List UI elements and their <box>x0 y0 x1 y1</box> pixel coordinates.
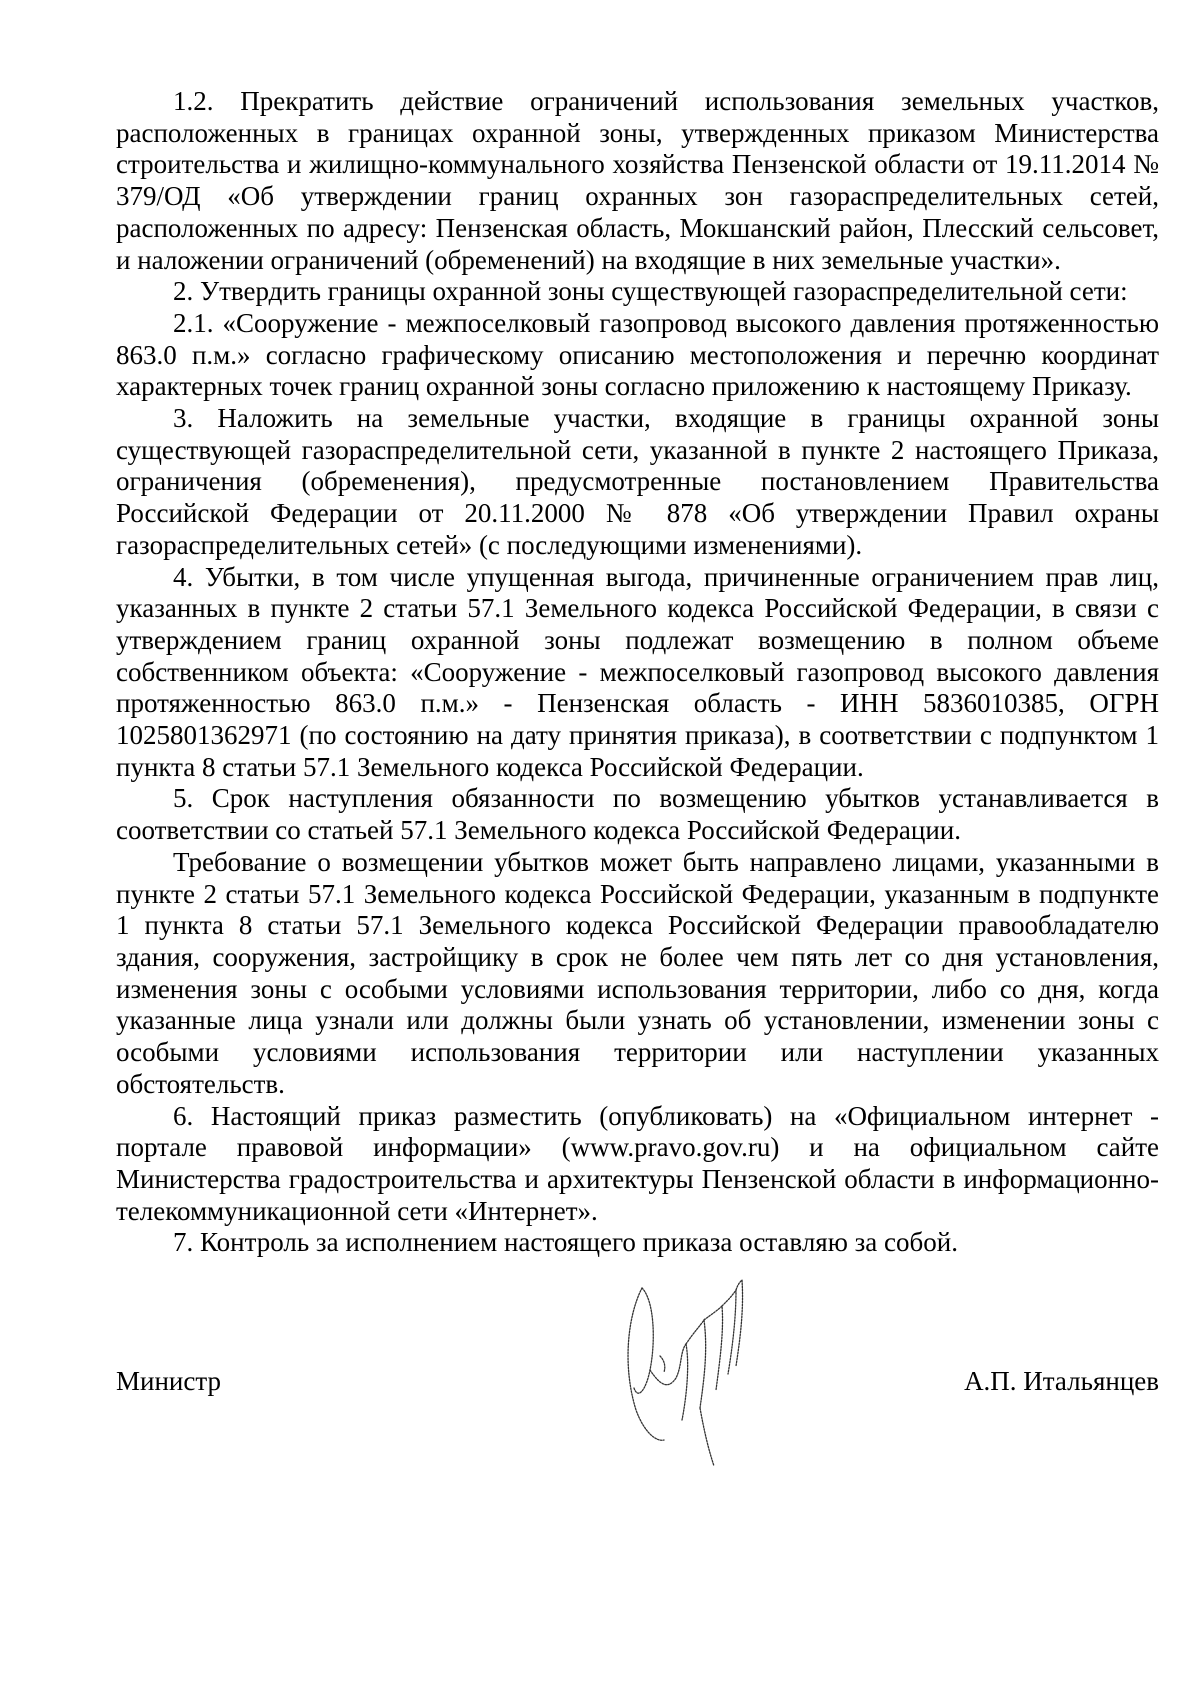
paragraph-3: 3. Наложить на земельные участки, входящие в границы охранной зоны существующей газораспределительной сети, указанной в пункте 2 настоящего Приказа, ограничения (обременения), предусмотренные постановлением Правительства Российской Федерации от 20.11.2000 № 878 «Об утверждении Правил охраны газораспределительных сетей» (с последующими изменениями). <box>116 403 1159 560</box>
signatory-position: Министр <box>116 1366 221 1396</box>
paragraph-1-2: 1.2. Прекратить действие ограничений использования земельных участков, расположенных в границах охранной зоны, утвержденных приказом Министерства строительства и жилищно-коммунального хозяйства Пензенской области от 19.11.2014 № 379/ОД «Об утверждении границ охранных зон газораспределительных сетей, расположенных по адресу: Пензенская область, Мокшанский район, Плесский сельсовет, и наложении ограничений (обременений) на входящие в них земельные участки». <box>116 86 1159 275</box>
paragraph-2-1: 2.1. «Сооружение - межпоселковый газопровод высокого давления протяженностью 863.0 п.м.» согласно графическому описанию местоположения и перечню координат характерных точек границ охранной зоны согласно приложению к настоящему Приказу. <box>116 307 1159 402</box>
paragraph-6: 6. Настоящий приказ разместить (опубликовать) на «Официальном интернет - портале правовой информации» (www.pravo.gov.ru) и на официальном сайте Министерства градостроительства и архитектуры Пензенской области в информационно-телекоммуникационной сети «Интернет». <box>116 1100 1159 1226</box>
document-body <box>116 86 1159 1259</box>
handwritten-signature-icon <box>620 1270 770 1470</box>
paragraph-4: 4. Убытки, в том числе упущенная выгода, причиненные ограничением прав лиц, указанных в пункте 2 статьи 57.1 Земельного кодекса Российской Федерации, в связи с утверждением границ охранной зоны подлежат возмещению в полном объеме собственником объекта: «Сооружение - межпоселковый газопровод высокого давления протяженностью 863.0 п.м.» - Пензенская область - ИНН 5836010385, ОГРН 1025801362971 (по состоянию на дату принятия приказа), в соответствии с подпунктом 1 пункта 8 статьи 57.1 Земельного кодекса Российской Федерации. <box>116 561 1159 782</box>
paragraph-2: 2. Утвердить границы охранной зоны существующей газораспределительной сети: <box>173 276 1128 307</box>
paragraph-5: 5. Срок наступления обязанности по возмещению убытков устанавливается в соответствии со статьей 57.1 Земельного кодекса Российской Федерации. <box>116 783 1159 846</box>
paragraph-requirement: Требование о возмещении убытков может быть направлено лицами, указанными в пункте 2 статьи 57.1 Земельного кодекса Российской Федерации, указанным в подпункте 1 пункта 8 статьи 57.1 Земельного кодекса Российской Федерации правообладателю здания, сооружения, застройщику в срок не более чем пять лет со дня установления, изменения зоны с особыми условиями использования территории, либо со дня, когда указанные лица узнали или должны были узнать об установлении, изменении зоны с особыми условиями использования территории или наступлении указанных обстоятельств. <box>116 846 1159 1099</box>
signatory-name: А.П. Итальянцев <box>964 1366 1159 1396</box>
paragraph-7: 7. Контроль за исполнением настоящего приказа оставляю за собой. <box>173 1227 958 1258</box>
